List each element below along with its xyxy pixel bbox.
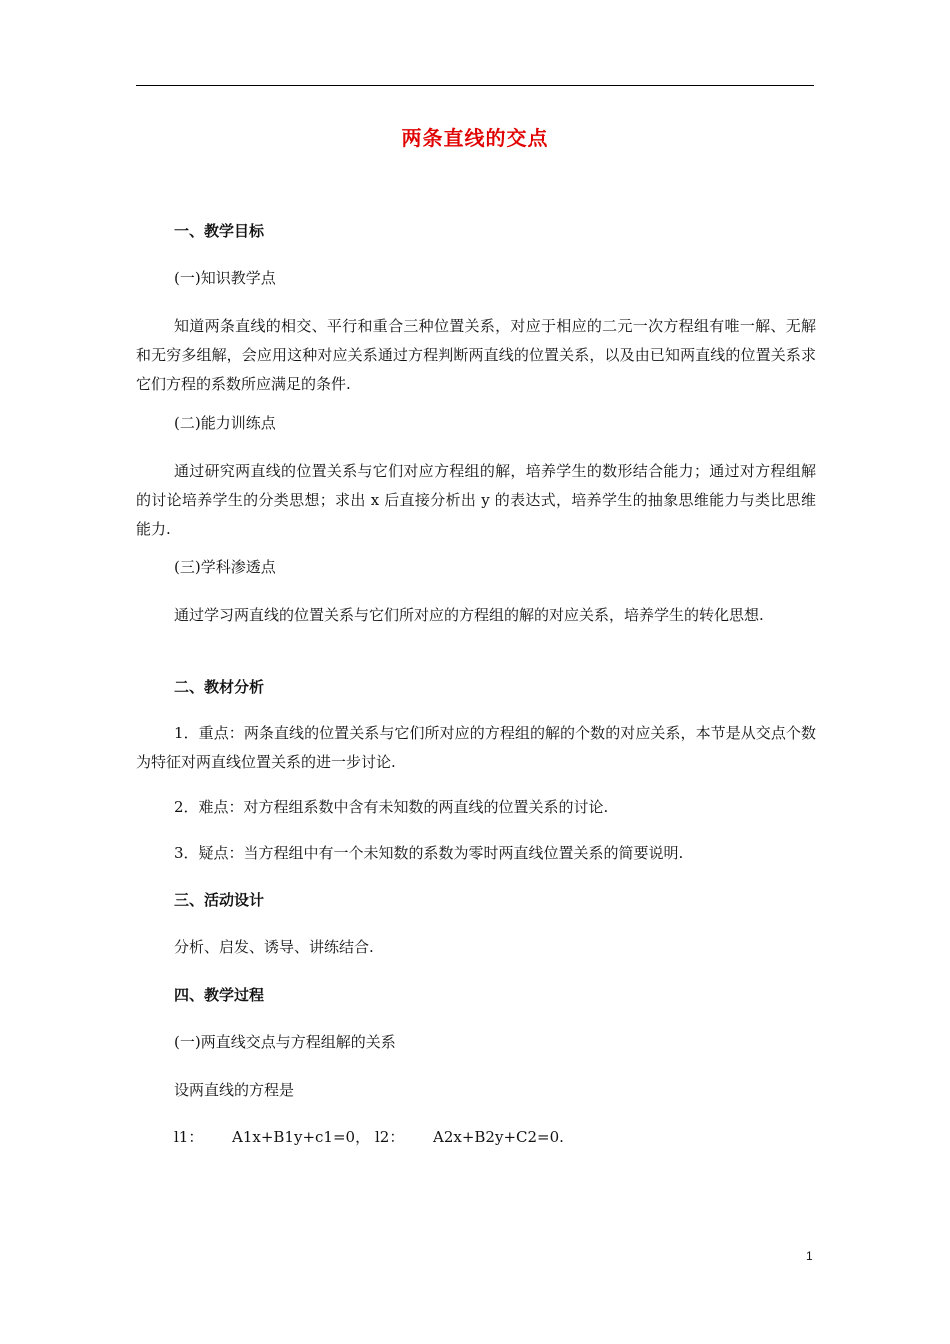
paragraph-subject: 通过学习两直线的位置关系与它们所对应的方程组的解的对应关系，培养学生的转化思想. xyxy=(174,606,764,624)
subheading-intersection: (一)两直线交点与方程组解的关系 xyxy=(174,1033,396,1051)
analysis-item-difficulty: 2．难点：对方程组系数中含有未知数的两直线的位置关系的讨论. xyxy=(174,798,609,816)
section-heading-activity: 三、活动设计 xyxy=(174,891,265,909)
analysis-item-key-point: 1．重点：两条直线的位置关系与它们所对应的方程组的解的个数的对应关系，本节是从交点个数为特征对两直线位置关系的进一步讨论. xyxy=(136,724,816,771)
analysis-item-doubt: 3．疑点：当方程组中有一个未知数的系数为零时两直线位置关系的简要说明. xyxy=(174,844,684,862)
process-text: 设两直线的方程是 xyxy=(174,1081,295,1099)
paragraph-knowledge: 知道两条直线的相交、平行和重合三种位置关系，对应于相应的二元一次方程组有唯一解、无解和无穷多组解，会应用这种对应关系通过方程判断两直线的位置关系，以及由已知两直线的位置关系求它们方程的系数所应满足的条件. xyxy=(136,317,816,393)
section-heading-process: 四、教学过程 xyxy=(174,986,265,1004)
header-rule xyxy=(136,85,814,86)
section-heading-analysis: 二、教材分析 xyxy=(174,678,265,696)
subheading-subject: (三)学科渗透点 xyxy=(174,558,276,576)
section-heading-objectives: 一、教学目标 xyxy=(174,222,265,240)
subheading-ability: (二)能力训练点 xyxy=(174,414,276,432)
subheading-knowledge: (一)知识教学点 xyxy=(174,269,276,287)
page-number: 1 xyxy=(806,1249,813,1263)
line1-label: l1： xyxy=(174,1128,204,1146)
paragraph-ability: 通过研究两直线的位置关系与它们对应方程组的解，培养学生的数形结合能力；通过对方程组解的讨论培养学生的分类思想；求出 x 后直接分析出 y 的表达式，培养学生的抽象思维能力与类比思维能力. xyxy=(136,462,816,538)
activity-text: 分析、启发、诱导、讲练结合. xyxy=(174,938,374,956)
line2-label: l2： xyxy=(375,1128,405,1146)
line1-equation: A1x+B1y+c1=0， xyxy=(232,1128,371,1146)
line2-equation: A2x+B2y+C2=0. xyxy=(433,1128,564,1146)
document-title: 两条直线的交点 xyxy=(401,126,549,150)
